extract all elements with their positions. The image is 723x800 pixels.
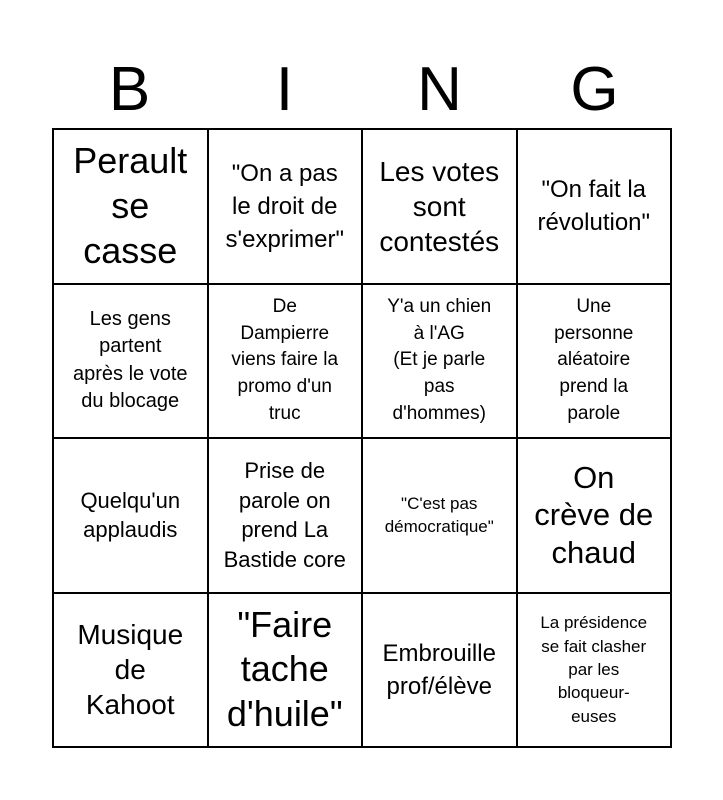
bingo-cell[interactable] <box>363 439 518 594</box>
bingo-cell-text: Une personne aléatoire prend la parole <box>554 296 634 424</box>
bingo-cell-text: Y'a un chien à l'AG (Et je parle pas d'hommes) <box>387 296 492 424</box>
bingo-cell-text: Les votes sont contestés <box>379 155 500 257</box>
header-letter-n: N <box>417 55 462 124</box>
bingo-cell[interactable] <box>209 439 364 594</box>
bingo-cell-text: "C'est pas démocratique" <box>384 493 494 537</box>
header-letter-b: B <box>108 55 151 124</box>
bingo-cell[interactable] <box>518 439 673 594</box>
bingo-cell-text: Quelqu'un applaudis <box>80 487 181 543</box>
bingo-cell-text: De Dampierre viens faire la promo d'un truc <box>231 296 339 424</box>
bingo-cell[interactable] <box>54 439 209 594</box>
bingo-cell[interactable] <box>363 130 518 285</box>
bingo-cell[interactable] <box>518 594 673 749</box>
bingo-header <box>52 52 672 128</box>
header-letter-g: G <box>570 55 619 124</box>
bingo-cell[interactable] <box>518 285 673 440</box>
header-letter-i: I <box>275 55 294 124</box>
bingo-cell[interactable] <box>54 130 209 285</box>
bingo-cell-text: Embrouille prof/élève <box>382 639 496 700</box>
bingo-cell[interactable] <box>54 285 209 440</box>
bingo-cell-text: "On fait la révolution" <box>537 176 651 237</box>
bingo-cell-text: On crève de chaud <box>534 459 654 571</box>
bingo-cell-text: "On a pas le droit de s'exprimer" <box>225 159 344 253</box>
bingo-cell-text: Musique de Kahoot <box>77 619 184 721</box>
bingo-cell[interactable] <box>363 594 518 749</box>
bingo-cell-text: Prise de parole on prend La Bastide core <box>223 457 346 572</box>
bingo-cell[interactable] <box>209 594 364 749</box>
bingo-cell-text: La présidence se fait clasher par les bloqueur- euses <box>540 613 648 726</box>
bingo-cell-text: Les gens partent après le vote du blocage <box>72 307 188 413</box>
bingo-cell[interactable] <box>209 285 364 440</box>
bingo-cell[interactable] <box>518 130 673 285</box>
bingo-cell[interactable] <box>363 285 518 440</box>
bingo-cell[interactable] <box>54 594 209 749</box>
bingo-cell[interactable] <box>209 130 364 285</box>
bingo-cell-text: Perault se casse <box>73 140 188 271</box>
bingo-cell-text: "Faire tache d'huile" <box>226 603 343 735</box>
bingo-board <box>52 128 672 748</box>
